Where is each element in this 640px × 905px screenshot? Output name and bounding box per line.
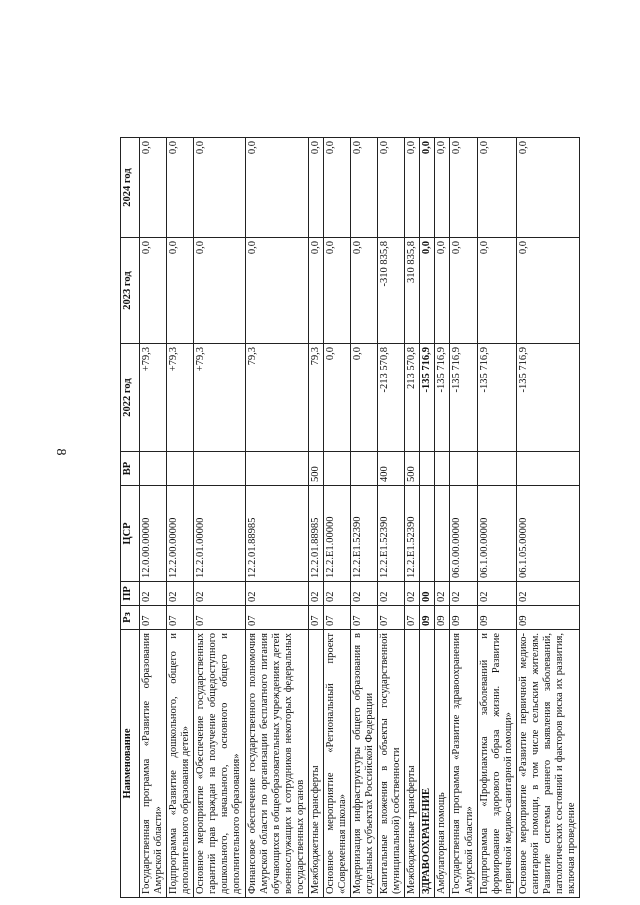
row-value-2024: 0,0: [167, 138, 194, 238]
row-vr: [450, 452, 477, 486]
row-vr: [516, 452, 579, 486]
row-pr: 02: [245, 582, 308, 606]
table-row: [405, 138, 420, 898]
row-value-2024: 0,0: [323, 138, 350, 238]
row-value-2023: 0,0: [477, 238, 516, 344]
row-name: Финансовое обеспечение государственного полномочия Амурской области по организации бесплатного питания обучающихся в общеобразовательных учреждениях детей военнослужащих и сотрудников некоторых федеральных государственных органов: [245, 630, 308, 898]
row-value-2023: 0,0: [450, 238, 477, 344]
row-vr: [167, 452, 194, 486]
row-pr: 02: [450, 582, 477, 606]
row-name: Амбулаторная помощь: [435, 630, 450, 898]
row-csr: 06.1.05.00000: [516, 486, 579, 582]
row-value-2024: 0,0: [405, 138, 420, 238]
table-header-row: [121, 138, 140, 898]
row-name: Основное мероприятие «Региональный проект «Современная школа»: [323, 630, 350, 898]
row-csr: 12.2.Е1.52390: [378, 486, 405, 582]
table-row: [435, 138, 450, 898]
header-2023: 2023 год: [121, 238, 140, 344]
table-row: [308, 138, 323, 898]
row-csr: 12.2.Е1.52390: [351, 486, 378, 582]
row-value-2022: 79,3: [308, 344, 323, 452]
row-vr: [420, 452, 435, 486]
rotated-table-page: [120, 138, 577, 898]
table-row: [516, 138, 579, 898]
row-pr: 02: [194, 582, 245, 606]
row-rz: 07: [167, 606, 194, 630]
row-csr: 12.0.00.00000: [140, 486, 167, 582]
row-rz: 07: [140, 606, 167, 630]
row-rz: 07: [351, 606, 378, 630]
row-value-2024: 0,0: [420, 138, 435, 238]
row-value-2024: 0,0: [435, 138, 450, 238]
row-pr: 02: [477, 582, 516, 606]
table-row: [323, 138, 350, 898]
row-value-2024: 0,0: [450, 138, 477, 238]
row-value-2023: 0,0: [194, 238, 245, 344]
table-row: [477, 138, 516, 898]
row-csr: 12.2.01.88985: [245, 486, 308, 582]
header-pr: ПР: [121, 582, 140, 606]
row-value-2023: 0,0: [245, 238, 308, 344]
row-value-2024: 0,0: [477, 138, 516, 238]
row-rz: 07: [308, 606, 323, 630]
row-value-2023: 0,0: [351, 238, 378, 344]
row-value-2023: 0,0: [140, 238, 167, 344]
row-csr: 12.2.01.00000: [194, 486, 245, 582]
row-vr: [245, 452, 308, 486]
row-vr: [140, 452, 167, 486]
row-value-2023: -310 835,8: [378, 238, 405, 344]
header-csr: ЦСР: [121, 486, 140, 582]
row-rz: 07: [194, 606, 245, 630]
row-value-2024: 0,0: [140, 138, 167, 238]
row-csr: 12.2.Е1.00000: [323, 486, 350, 582]
row-value-2022: +79,3: [140, 344, 167, 452]
row-value-2022: 213 570,8: [405, 344, 420, 452]
row-vr: [323, 452, 350, 486]
table-row: [378, 138, 405, 898]
row-pr: 02: [435, 582, 450, 606]
row-rz: 09: [420, 606, 435, 630]
row-value-2023: 0,0: [167, 238, 194, 344]
header-vr: ВР: [121, 452, 140, 486]
row-pr: 02: [516, 582, 579, 606]
row-value-2022: -135 716,9: [477, 344, 516, 452]
row-pr: 02: [140, 582, 167, 606]
row-csr: [420, 486, 435, 582]
table-row: [420, 138, 435, 898]
row-vr: 400: [378, 452, 405, 486]
row-pr: 02: [308, 582, 323, 606]
row-value-2023: 0,0: [435, 238, 450, 344]
row-value-2023: 0,0: [308, 238, 323, 344]
row-name: Основное мероприятие «Обеспечение государственных гарантий прав граждан на получение общедоступного дошкольного, начального, основного общего и дополнительного образования»: [194, 630, 245, 898]
table-row: [450, 138, 477, 898]
row-rz: 07: [245, 606, 308, 630]
row-value-2024: 0,0: [245, 138, 308, 238]
row-rz: 07: [323, 606, 350, 630]
row-rz: 09: [516, 606, 579, 630]
row-name: Межбюджетные трансферты: [405, 630, 420, 898]
row-pr: 02: [351, 582, 378, 606]
row-value-2024: 0,0: [516, 138, 579, 238]
table-row: [167, 138, 194, 898]
row-vr: 500: [308, 452, 323, 486]
row-value-2023: 0,0: [420, 238, 435, 344]
row-name: Основное мероприятие «Развитие первичной медико-санитарной помощи, в том числе сельским жителям. Развитие системы раннего выявления заболеваний, патологических состояний и факторов риска их развития, включая проведение: [516, 630, 579, 898]
row-value-2024: 0,0: [194, 138, 245, 238]
row-pr: 02: [378, 582, 405, 606]
row-csr: 12.2.00.00000: [167, 486, 194, 582]
header-rz: Рз: [121, 606, 140, 630]
row-name: Государственная программа «Развитие образования Амурской области»: [140, 630, 167, 898]
table-row: [194, 138, 245, 898]
row-vr: 500: [405, 452, 420, 486]
table-row: [245, 138, 308, 898]
row-rz: 09: [450, 606, 477, 630]
row-value-2022: 0,0: [323, 344, 350, 452]
row-vr: [351, 452, 378, 486]
row-value-2022: -213 570,8: [378, 344, 405, 452]
row-value-2023: 0,0: [323, 238, 350, 344]
row-value-2022: -135 716,9: [450, 344, 477, 452]
row-value-2022: +79,3: [194, 344, 245, 452]
row-value-2024: 0,0: [308, 138, 323, 238]
row-name: Межбюджетные трансферты: [308, 630, 323, 898]
row-value-2022: -135 716,9: [516, 344, 579, 452]
row-value-2022: 79,3: [245, 344, 308, 452]
row-pr: 02: [323, 582, 350, 606]
header-2024: 2024 год: [121, 138, 140, 238]
row-vr: [435, 452, 450, 486]
row-csr: 06.0.00.00000: [450, 486, 477, 582]
row-rz: 07: [405, 606, 420, 630]
row-name: ЗДРАВООХРАНЕНИЕ: [420, 630, 435, 898]
row-csr: [435, 486, 450, 582]
row-value-2024: 0,0: [351, 138, 378, 238]
row-value-2023: 0,0: [516, 238, 579, 344]
header-name: Наименование: [121, 630, 140, 898]
row-name: Подпрограмма «Профилактика заболеваний и формирование здорового образа жизни. Развитие первичной медико-санитарной помощи»: [477, 630, 516, 898]
table-row: [140, 138, 167, 898]
row-pr: 02: [405, 582, 420, 606]
row-value-2023: 310 835,8: [405, 238, 420, 344]
row-csr: 12.2.Е1.52390: [405, 486, 420, 582]
row-value-2022: -135 716,9: [435, 344, 450, 452]
table-row: [351, 138, 378, 898]
row-name: Государственная программа «Развитие здравоохранения Амурской области»: [450, 630, 477, 898]
page-number: 8: [53, 448, 68, 456]
row-rz: 09: [435, 606, 450, 630]
row-vr: [477, 452, 516, 486]
row-vr: [194, 452, 245, 486]
row-rz: 07: [378, 606, 405, 630]
row-value-2022: -135 716,9: [420, 344, 435, 452]
row-pr: 00: [420, 582, 435, 606]
row-name: Модернизация инфраструктуры общего образования в отдельных субъектах Российской Федерации: [351, 630, 378, 898]
row-value-2024: 0,0: [378, 138, 405, 238]
row-name: Подпрограмма «Развитие дошкольного, общего и дополнительного образования детей»: [167, 630, 194, 898]
row-pr: 02: [167, 582, 194, 606]
budget-table: [120, 137, 580, 898]
row-name: Капитальные вложения в объекты государственной (муниципальной) собственности: [378, 630, 405, 898]
row-csr: 06.1.00.00000: [477, 486, 516, 582]
row-csr: 12.2.01.88985: [308, 486, 323, 582]
row-value-2022: +79,3: [167, 344, 194, 452]
header-2022: 2022 год: [121, 344, 140, 452]
row-rz: 09: [477, 606, 516, 630]
row-value-2022: 0,0: [351, 344, 378, 452]
